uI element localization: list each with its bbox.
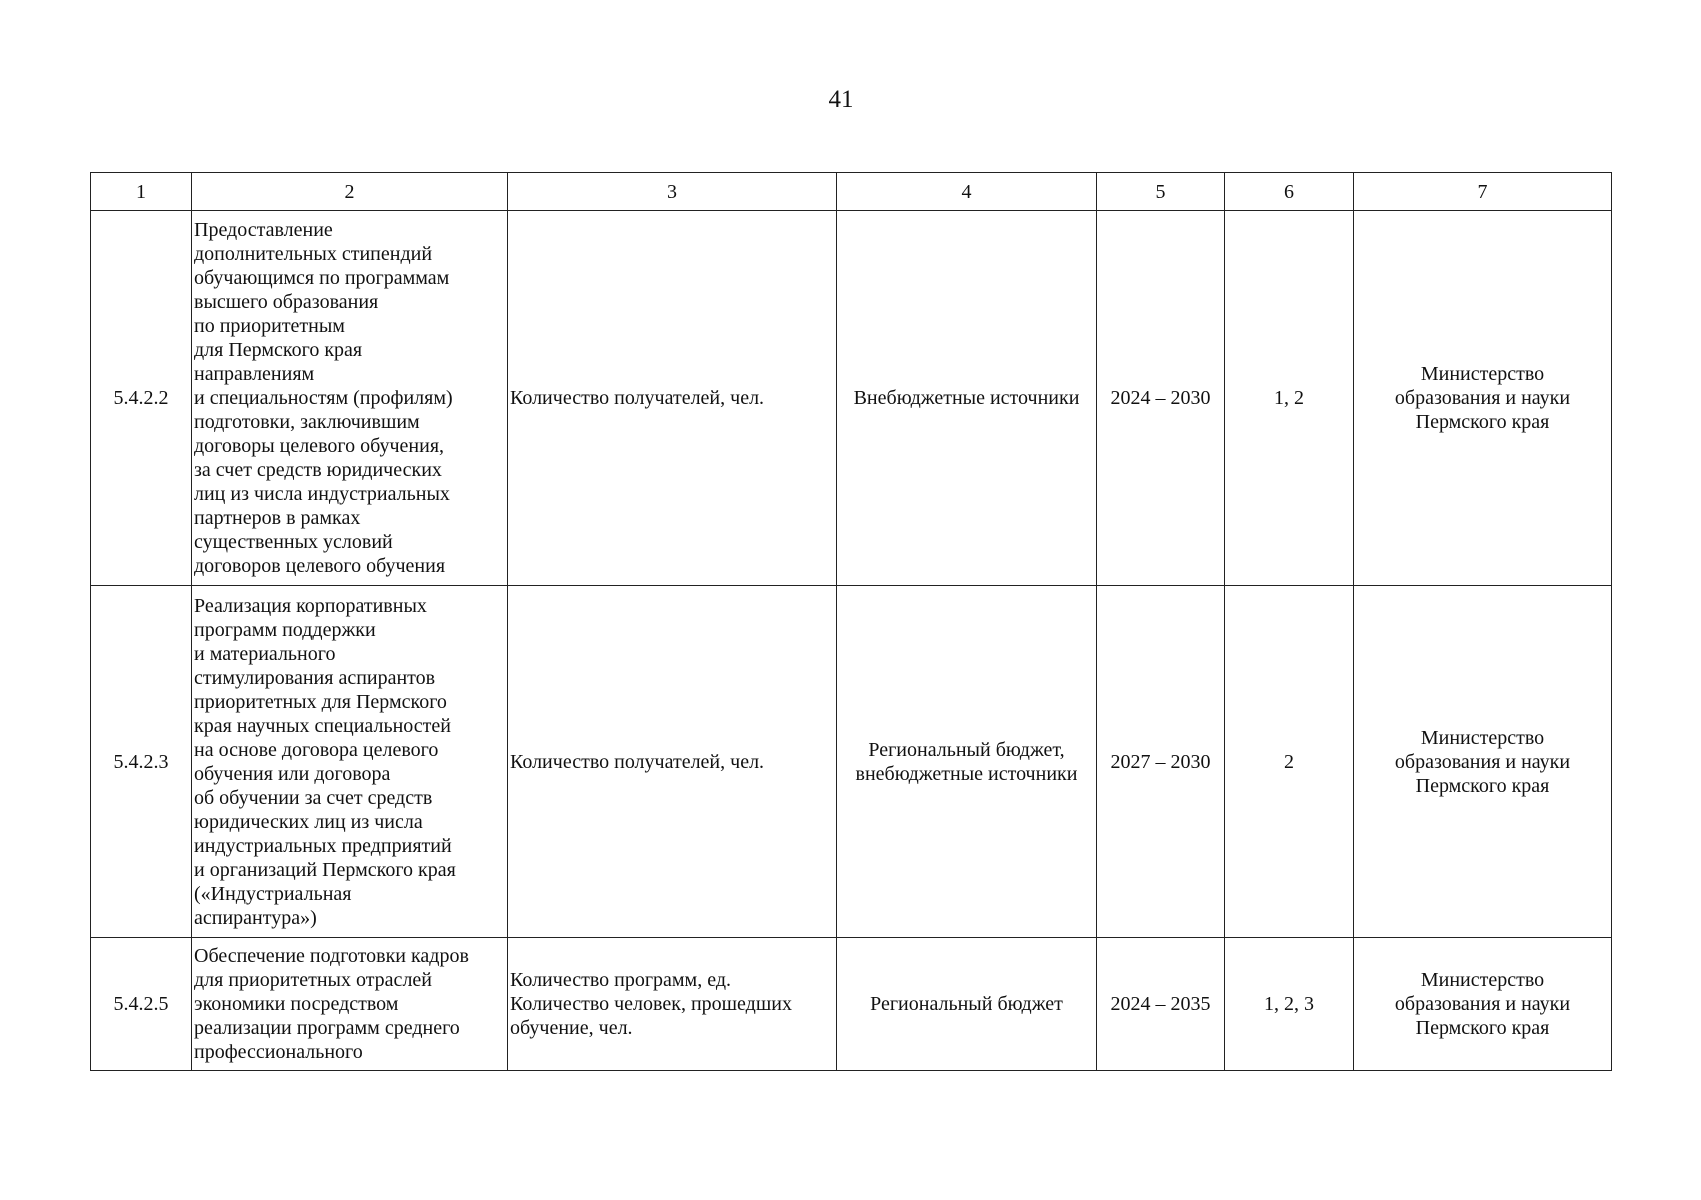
row-responsible: Министерство образования и науки Пермского края: [1354, 586, 1612, 938]
row-tasks: 1, 2: [1225, 211, 1354, 586]
column-header: 5: [1097, 173, 1225, 211]
column-header: 7: [1354, 173, 1612, 211]
table-row: [91, 586, 1612, 938]
row-funding-source: Региональный бюджет: [837, 938, 1097, 1071]
row-code: 5.4.2.5: [91, 938, 192, 1071]
table-row: [91, 211, 1612, 586]
row-activity: Предоставление дополнительных стипендий обучающимся по программам высшего образования по приоритетным для Пермского края направлениям и специальностям (профилям) подготовки, заключившим договоры целевого обучения, за счет средств юридических лиц из числа индустриальных партнеров в рамках существенных условий договоров целевого обучения: [192, 211, 508, 586]
row-responsible: Министерство образования и науки Пермского края: [1354, 211, 1612, 586]
row-tasks: 1, 2, 3: [1225, 938, 1354, 1071]
table-header-row: [91, 173, 1612, 211]
row-code: 5.4.2.2: [91, 211, 192, 586]
measures-table: [90, 172, 1612, 1071]
row-indicator: Количество получателей, чел.: [508, 586, 837, 938]
row-period: 2024 – 2030: [1097, 211, 1225, 586]
row-indicator: Количество программ, ед. Количество человек, прошедших обучение, чел.: [508, 938, 837, 1071]
row-funding-source: Региональный бюджет, внебюджетные источники: [837, 586, 1097, 938]
page-number: 41: [828, 86, 854, 113]
row-activity: Обеспечение подготовки кадров для приоритетных отраслей экономики посредством реализации программ среднего профессионального: [192, 938, 508, 1071]
row-tasks: 2: [1225, 586, 1354, 938]
column-header: 6: [1225, 173, 1354, 211]
table-row: [91, 938, 1612, 1071]
column-header: 2: [192, 173, 508, 211]
row-period: 2024 – 2035: [1097, 938, 1225, 1071]
row-responsible: Министерство образования и науки Пермского края: [1354, 938, 1612, 1071]
row-period: 2027 – 2030: [1097, 586, 1225, 938]
column-header: 4: [837, 173, 1097, 211]
row-funding-source: Внебюджетные источники: [837, 211, 1097, 586]
column-header: 3: [508, 173, 837, 211]
row-indicator: Количество получателей, чел.: [508, 211, 837, 586]
row-activity: Реализация корпоративных программ поддержки и материального стимулирования аспирантов приоритетных для Пермского края научных специальностей на основе договора целевого обучения или договора об обучении за счет средств юридических лиц из числа индустриальных предприятий и организаций Пермского края («Индустриальная аспирантура»): [192, 586, 508, 938]
column-header: 1: [91, 173, 192, 211]
row-code: 5.4.2.3: [91, 586, 192, 938]
